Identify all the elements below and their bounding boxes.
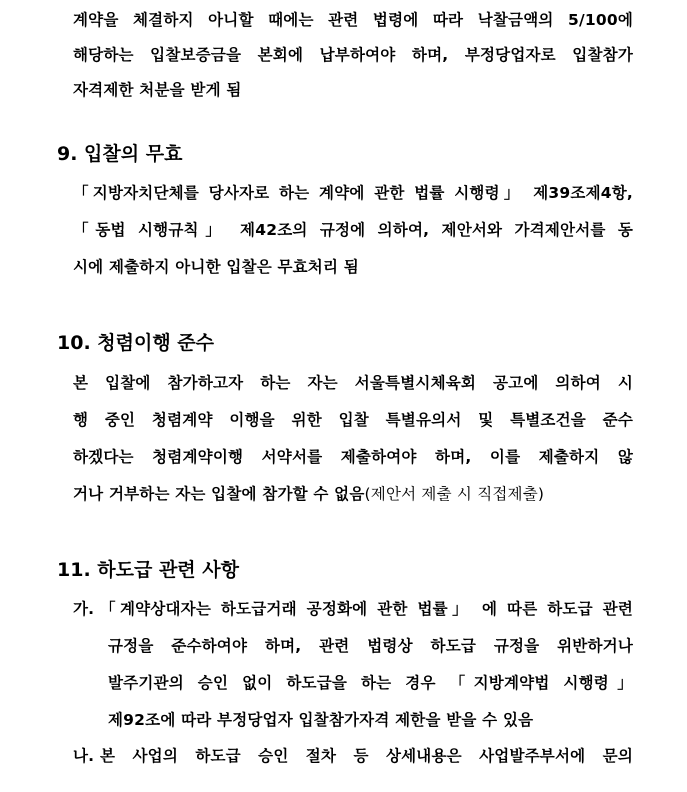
section-10-title: 10. 청렴이행 준수 — [57, 332, 215, 354]
item-b-marker: 나. — [73, 747, 95, 765]
section-10-line-1: 본 입찰에 참가하고자 하는 자는 서울특별시체육회 공고에 의하여 시 — [73, 374, 633, 392]
item-a-line-2: 규정을 준수하여야 하며, 관련 법령상 하도급 규정을 위반하거나 — [108, 637, 633, 655]
intro-line-2: 해당하는 입찰보증금을 본회에 납부하여야 하며, 부정당업자로 입찰참가 — [73, 46, 633, 64]
section-10-line-4 — [73, 484, 544, 504]
item-b-line-1: 본 사업의 하도급 승인 절차 등 상세내용은 사업발주부서에 문의 — [100, 747, 633, 765]
section-9-line-2: 「동법 시행규칙」 제42조의 규정에 의하여, 제안서와 가격제안서를 동 — [73, 221, 633, 239]
item-a-line-3: 발주기관의 승인 없이 하도급을 하는 경우 「지방계약법 시행령」 — [108, 674, 633, 692]
intro-line-3: 자격제한 처분을 받게 됨 — [73, 81, 242, 99]
section-10-note: (제안서 제출 시 직접제출) — [364, 485, 545, 503]
section-9-title: 9. 입찰의 무효 — [57, 143, 183, 165]
intro-line-1: 계약을 체결하지 아니할 때에는 관련 법령에 따라 낙찰금액의 5/100에 — [73, 11, 633, 29]
section-11-title: 11. 하도급 관련 사항 — [57, 559, 239, 581]
section-9-line-1: 「지방자치단체를 당사자로 하는 계약에 관한 법률 시행령」 제39조제4항, — [73, 184, 633, 202]
item-a-line-4: 제92조에 따라 부정당업자 입찰참가자격 제한을 받을 수 있음 — [108, 711, 534, 729]
item-a-line-1: 「계약상대자는 하도급거래 공정화에 관한 법률」 에 따른 하도급 관련 — [100, 600, 633, 618]
section-9-line-3: 시에 제출하지 아니한 입찰은 무효처리 됨 — [73, 258, 359, 276]
section-10-line-2: 행 중인 청렴계약 이행을 위한 입찰 특별유의서 및 특별조건을 준수 — [73, 411, 633, 429]
section-10-line-3: 하겠다는 청렴계약이행 서약서를 제출하여야 하며, 이를 제출하지 않 — [73, 448, 633, 466]
section-10-line-4-main: 거나 거부하는 자는 입찰에 참가할 수 없음 — [73, 485, 365, 503]
item-a-marker: 가. — [73, 600, 95, 618]
